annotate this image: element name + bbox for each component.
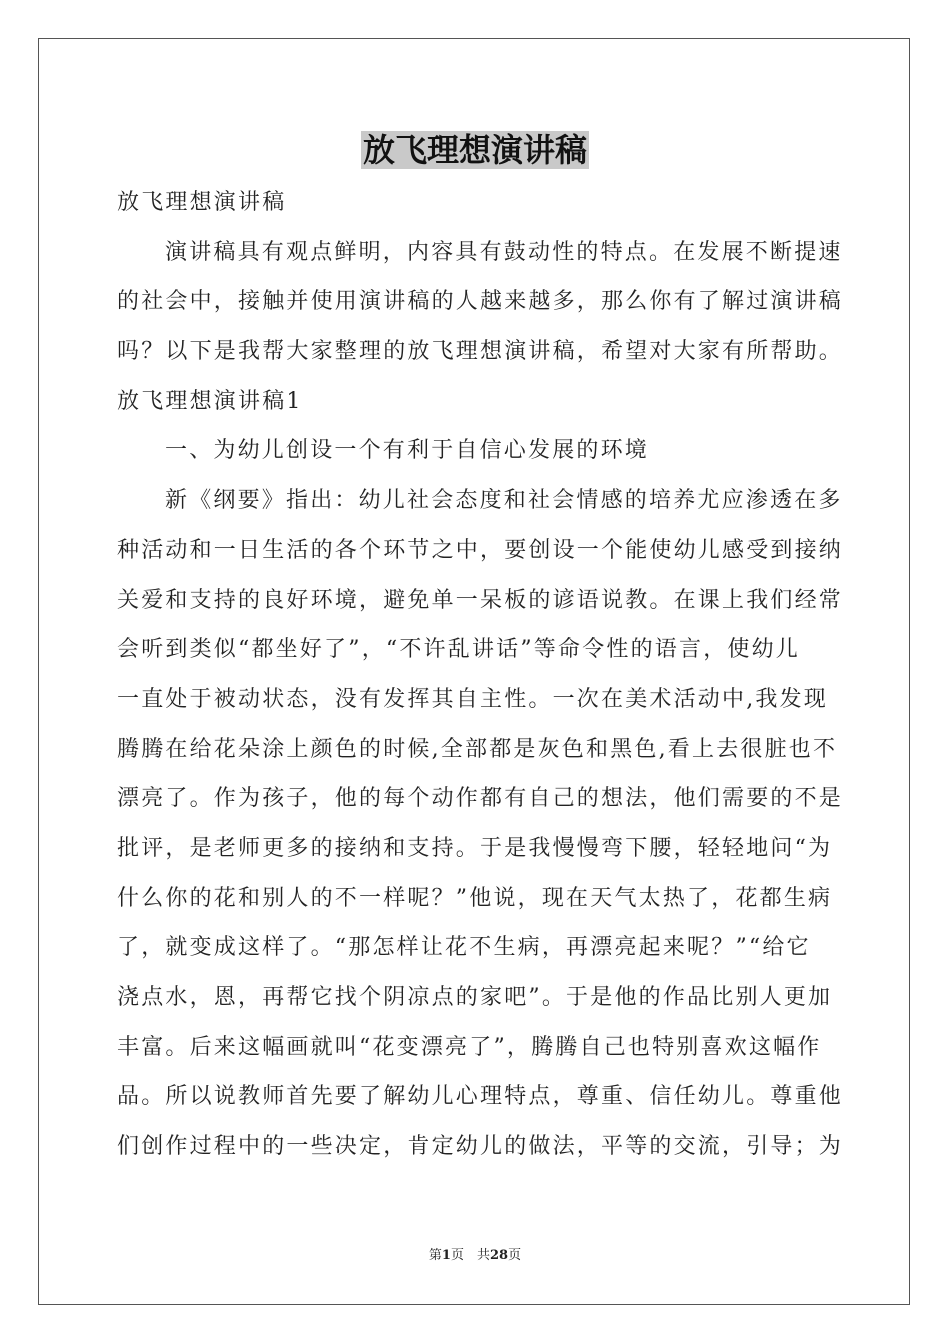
subtitle-line: 放飞理想演讲稿 <box>117 190 287 215</box>
section-heading: 放飞理想演讲稿1 <box>117 388 303 414</box>
paragraph-line: 新《纲要》指出：幼儿社会态度和社会情感的培养尤应渗透在多 <box>165 488 843 514</box>
paragraph-line: 种活动和一日生活的各个环节之中，要创设一个能使幼儿感受到接纳 <box>117 537 844 563</box>
paragraph-line: 什么你的花和别人的不一样呢？”他说，现在天气太热了，花都生病 <box>117 885 833 911</box>
paragraph-line: 浇点水，恩，再帮它找个阴凉点的家吧”。于是他的作品比别人更加 <box>117 985 833 1010</box>
paragraph-line: 品。所以说教师首先要了解幼儿心理特点，尊重、信任幼儿。尊重他 <box>117 1084 844 1110</box>
page-number-suffix: 页 <box>508 1248 522 1263</box>
page-number-prefix: 第 <box>428 1248 442 1263</box>
paragraph-line: 腾腾在给花朵涂上颜色的时候,全部都是灰色和黑色,看上去很脏也不 <box>117 736 838 762</box>
subsection-heading: 一、为幼儿创设一个有利于自信心发展的环境 <box>165 438 650 464</box>
paragraph-line: 吗？以下是我帮大家整理的放飞理想演讲稿，希望对大家有所帮助。 <box>117 339 844 365</box>
paragraph-line: 们创作过程中的一些决定，肯定幼儿的做法，平等的交流，引导；为 <box>117 1134 844 1160</box>
current-page-number: 1 <box>441 1248 451 1263</box>
paragraph-line: 丰富。后来这幅画就叫“花变漂亮了”，腾腾自己也特别喜欢这幅作 <box>117 1034 822 1060</box>
document-title <box>0 128 950 172</box>
page-number-middle: 页 共 <box>450 1248 490 1263</box>
document-body <box>117 178 844 1172</box>
paragraph-line: 演讲稿具有观点鲜明，内容具有鼓动性的特点。在发展不断提速 <box>165 239 843 265</box>
paragraph-line: 关爱和支持的良好环境，避免单一呆板的谚语说教。在课上我们经常 <box>117 587 844 613</box>
document-title-text: 放飞理想演讲稿 <box>362 131 587 169</box>
paragraph-line: 的社会中，接触并使用演讲稿的人越来越多，那么你有了解过演讲稿 <box>117 289 844 315</box>
paragraph-line: 了，就变成这样了。“那怎样让花不生病，再漂亮起来呢？”“给它 <box>117 935 811 961</box>
total-page-count: 28 <box>489 1248 509 1263</box>
paragraph-line: 漂亮了。作为孩子，他的每个动作都有自己的想法，他们需要的不是 <box>117 786 844 812</box>
paragraph-line: 批评，是老师更多的接纳和支持。于是我慢慢弯下腰，轻轻地问“为 <box>117 835 833 861</box>
page-footer <box>0 1246 950 1266</box>
paragraph-line: 会听到类似“都坐好了”，“不许乱讲话”等命令性的语言，使幼儿 <box>117 637 800 663</box>
paragraph-line: 一直处于被动状态，没有发挥其自主性。一次在美术活动中,我发现 <box>117 686 828 712</box>
